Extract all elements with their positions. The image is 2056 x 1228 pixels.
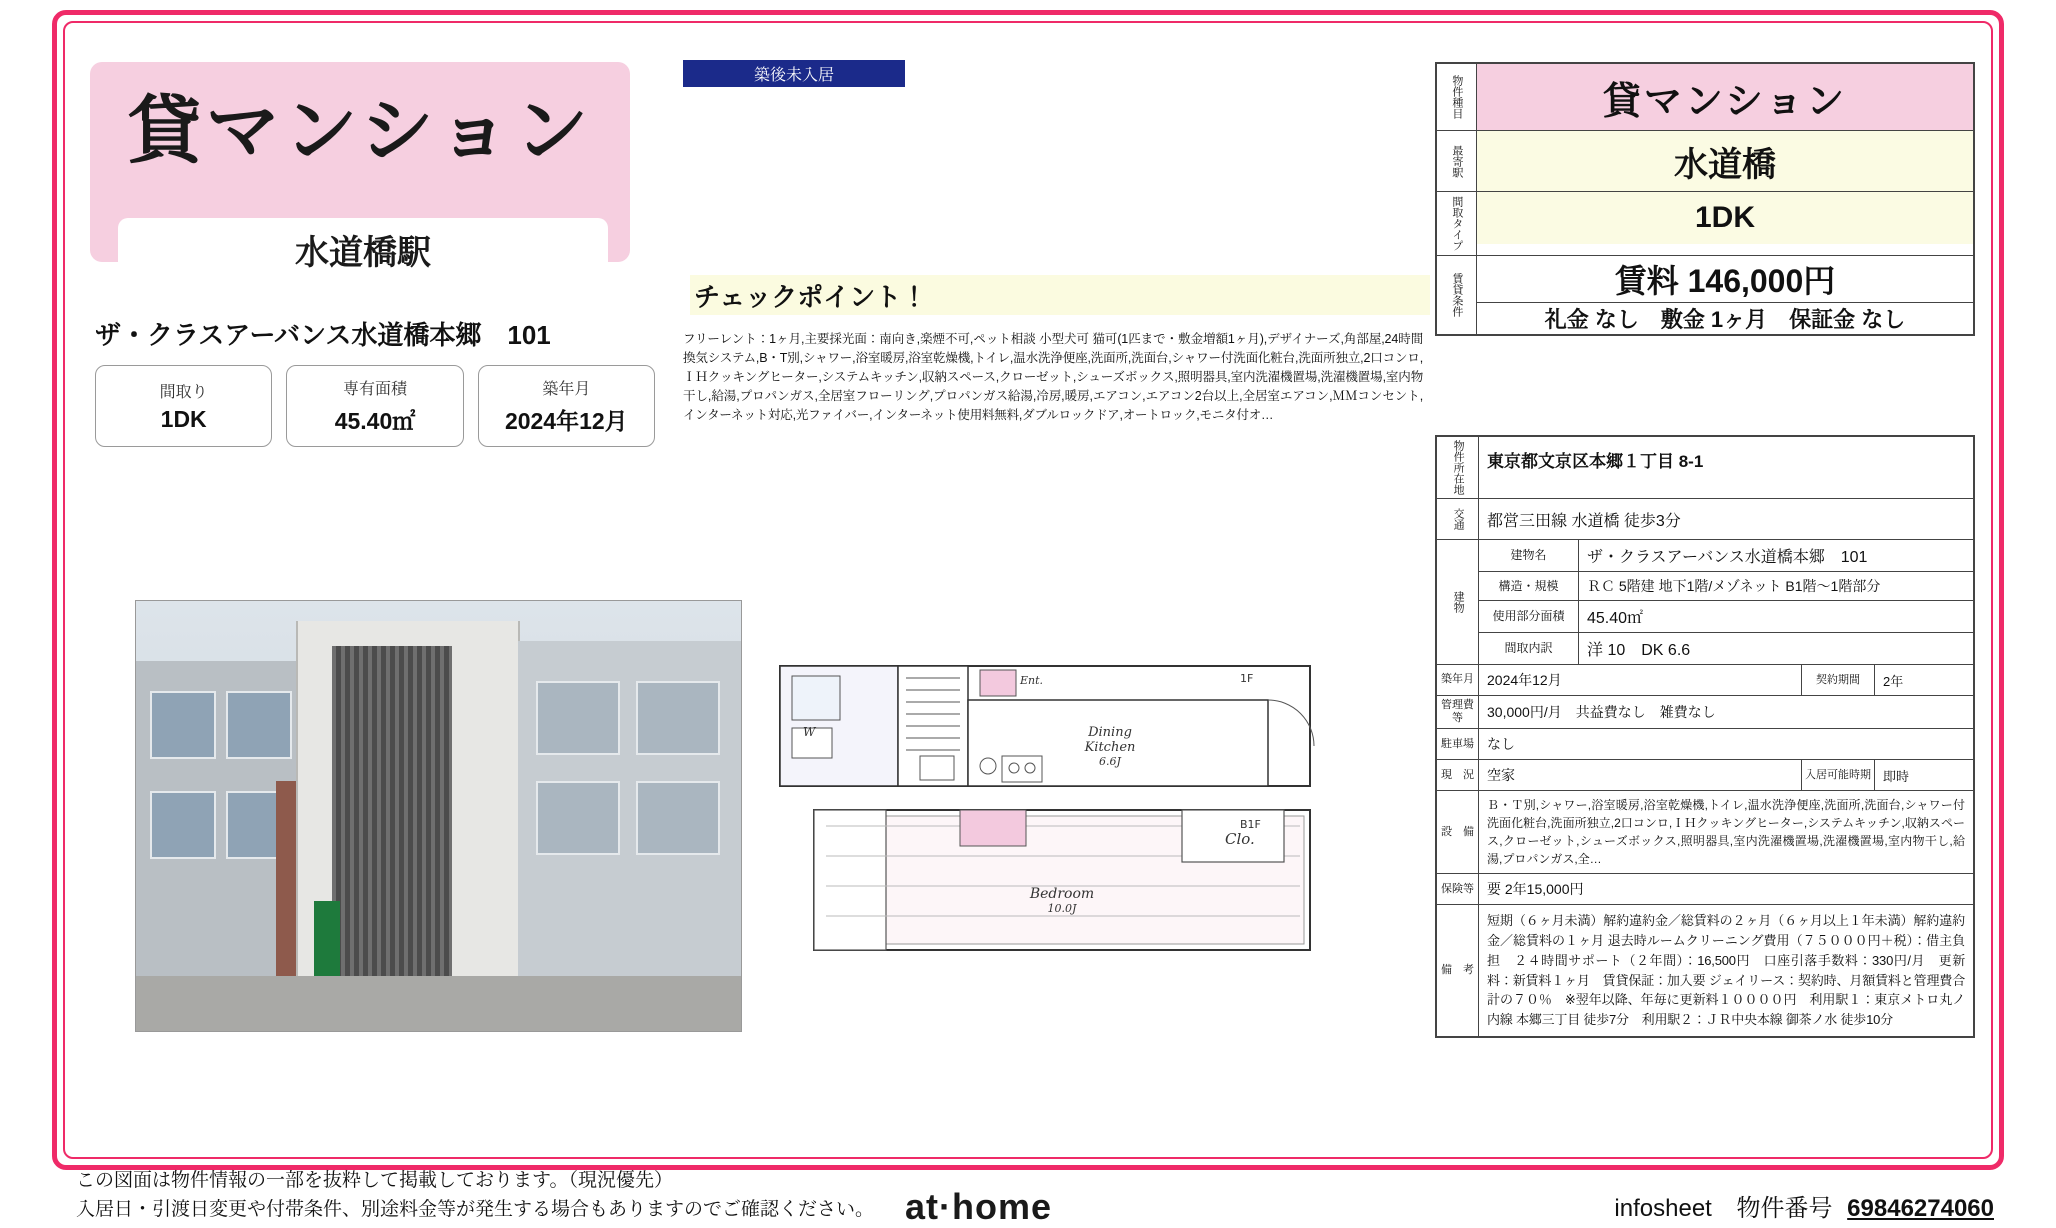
svg-text:W: W xyxy=(803,725,816,739)
building-key-area: 使用部分面積 xyxy=(1479,601,1579,632)
property-number-value: 69846274060 xyxy=(1847,1195,1994,1222)
spec-summary-row xyxy=(95,365,655,447)
detail-row-building xyxy=(1437,540,1973,665)
svg-text:Clo.: Clo. xyxy=(1225,830,1255,848)
detail-table xyxy=(1435,435,1975,1038)
detail-value-equipment: Ｂ・Ｔ別,シャワー,浴室暖房,浴室乾燥機,トイレ,温水洗浄便座,洗面所,洗面台,シャワー付洗面化粧台,洗面所独立,2口コンロ,ＩＨクッキングヒーター,システムキッチン,収納スペース,クローゼット,シューズボックス,照明器具,室内洗濯機置場,洗濯機置場,室内物干し,給湯,プロパンガス,全… xyxy=(1487,798,1965,867)
photo-window xyxy=(226,691,292,759)
spec-year-value: 2024年12月 xyxy=(504,408,628,434)
svg-text:10.0J: 10.0J xyxy=(1047,902,1077,915)
photo-window xyxy=(636,681,720,755)
spec-layout xyxy=(95,365,272,447)
detail-row-traffic xyxy=(1437,499,1973,540)
detail-row-status xyxy=(1437,760,1973,791)
detail-row-year xyxy=(1437,665,1973,696)
building-row-structure xyxy=(1479,572,1973,601)
spec-area-label: 専有面積 xyxy=(342,381,407,398)
building-name-heading: ザ・クラスアーバンス水道橋本郷 101 xyxy=(95,320,551,350)
svg-text:6.6J: 6.6J xyxy=(1099,755,1121,768)
detail-key-status: 現 況 xyxy=(1437,760,1479,790)
summary-row-rent xyxy=(1437,256,1973,334)
detail-key-traffic: 交通 xyxy=(1437,499,1479,539)
building-row-area xyxy=(1479,601,1973,633)
detail-value-movein: 即時 xyxy=(1883,768,1910,784)
spec-year-label: 築年月 xyxy=(542,381,591,398)
detail-value-year: 2024年12月 xyxy=(1487,672,1562,688)
detail-key-movein: 入居可能時期 xyxy=(1801,760,1875,790)
detail-value-management: 30,000円/月 共益費なし 雑費なし xyxy=(1487,704,1716,721)
svg-text:Dining: Dining xyxy=(1088,725,1132,740)
summary-row-station xyxy=(1437,131,1973,192)
footer-note xyxy=(76,1166,976,1225)
badge-new-construction: 築後未入居 xyxy=(683,60,905,87)
floor-plan xyxy=(770,660,1380,970)
detail-value-remarks: 短期（６ヶ月未満）解約違約金／総賃料の２ヶ月（６ヶ月以上１年未満）解約違約金／総賃料の１ヶ月 退去時ルームクリーニング費用（７５０００円＋税）：借主負担 ２４時間サポート（２年間）：16,500円 口座引落手数料：330円/月 更新料：新賃料１ヶ月 賃貸保証：加入要 ジェイリース：契約時、月額賃料と管理費合計の７０％ ※翌年以降、年毎に更新料１００００円 利用駅１：東京メトロ丸ノ内線 本郷三丁目 徒歩7分 利用駅２：ＪＲ中央本線 御茶ノ水 徒歩10分 xyxy=(1487,913,1965,1028)
detail-row-management xyxy=(1437,696,1973,729)
detail-key-equipment: 設 備 xyxy=(1437,791,1479,873)
svg-text:Kitchen: Kitchen xyxy=(1084,740,1136,755)
summary-row-type xyxy=(1437,64,1973,131)
building-row-rooms xyxy=(1479,633,1973,664)
footer-note-line2: 入居日・引渡日変更や付帯条件、別途料金等が発生する場合もありますのでご確認ください。 xyxy=(76,1199,875,1221)
spec-area xyxy=(286,365,463,447)
building-value-area: 45.40㎡ xyxy=(1587,610,1644,627)
detail-value-address: 東京都文京区本郷１丁目 8-1 xyxy=(1487,451,1704,471)
building-key-structure: 構造・規模 xyxy=(1479,572,1579,600)
building-photo xyxy=(135,600,742,1032)
summary-key-type: 物件種目 xyxy=(1437,64,1477,130)
svg-text:Ent.: Ent. xyxy=(1020,674,1044,687)
checkpoint-title: チェックポイント！ xyxy=(690,275,1430,315)
summary-row-layout xyxy=(1437,192,1973,256)
photo-window xyxy=(636,781,720,855)
detail-value-parking: なし xyxy=(1487,736,1515,753)
station-name: 水道橋駅 xyxy=(118,218,608,280)
detail-key-building: 建物 xyxy=(1437,540,1479,664)
detail-row-insurance xyxy=(1437,874,1973,905)
detail-row-remarks xyxy=(1437,905,1973,1036)
detail-value-contract: 2年 xyxy=(1883,673,1904,689)
property-number-label: 物件番号 xyxy=(1736,1195,1833,1222)
summary-value-rent: 賃料 146,000円 xyxy=(1477,256,1973,303)
spec-area-value: 45.40㎡ xyxy=(334,408,416,434)
infosheet-label: infosheet xyxy=(1614,1195,1712,1222)
detail-value-traffic: 都営三田線 水道橋 徒歩3分 xyxy=(1487,512,1681,530)
svg-text:B1F: B1F xyxy=(1240,818,1261,831)
building-key-name: 建物名 xyxy=(1479,540,1579,571)
photo-window xyxy=(150,691,216,759)
photo-window xyxy=(536,681,620,755)
detail-row-parking xyxy=(1437,729,1973,760)
summary-key-conditions: 賃貸条件 xyxy=(1437,256,1477,334)
detail-value-status: 空家 xyxy=(1487,767,1515,784)
building-sub-table xyxy=(1479,540,1973,664)
building-value-name: ザ・クラスアーバンス水道橋本郷 101 xyxy=(1587,549,1868,566)
checkpoint-body: フリーレント：1ヶ月,主要採光面：南向き,楽煙不可,ペット相談 小型犬可 猫可(1匹まで・敷金増額1ヶ月),デザイナーズ,角部屋,24時間換気システム,B・T別,シャワー,浴室暖房,浴室乾燥機,トイレ,温水洗浄便座,洗面所,洗面台,シャワー付洗面化粧台,洗面所独立,2口コンロ,ＩＨクッキングヒーター,システムキッチン,収納スペース,クローゼット,シューズボックス,照明器具,室内洗濯機置場,洗濯機置場,室内物干し,給湯,プロパンガス,全居室フローリング,プロパンガス給湯,冷房,暖房,エアコン,エアコン2台以上,全居室エアコン,ＭＭコンセント,インターネット対応,光ファイバー,インターネット使用料無料,ダブルロックドア,オートロック,モニタ付オ… xyxy=(683,332,1423,422)
summary-key-station: 最寄駅 xyxy=(1437,131,1477,191)
detail-value-insurance: 要 2年15,000円 xyxy=(1487,881,1584,898)
photo-window xyxy=(536,781,620,855)
building-value-structure: ＲＣ 5階建 地下1階/メゾネット B1階～1階部分 xyxy=(1587,578,1881,594)
building-row-name xyxy=(1479,540,1973,572)
summary-value-station: 水道橋 xyxy=(1477,131,1973,191)
photo-road xyxy=(136,976,741,1031)
summary-value-deposit: 礼金 なし 敷金 1ヶ月 保証金 なし xyxy=(1477,303,1973,334)
detail-key-management: 管理費等 xyxy=(1437,696,1479,728)
athome-logo: at·home xyxy=(905,1186,1053,1227)
summary-value-type: 貸マンション xyxy=(1477,64,1973,130)
photo-window xyxy=(150,791,216,859)
summary-table xyxy=(1435,62,1975,336)
spec-layout-value: 1DK xyxy=(160,406,207,432)
detail-key-parking: 駐車場 xyxy=(1437,729,1479,759)
detail-key-contract: 契約期間 xyxy=(1801,665,1875,695)
infosheet-footer xyxy=(1614,1188,1994,1223)
detail-key-remarks: 備 考 xyxy=(1437,905,1479,1036)
building-value-rooms: 洋 10 DK 6.6 xyxy=(1587,642,1691,659)
summary-key-layout: 間取タイプ xyxy=(1437,192,1477,255)
detail-key-year: 築年月 xyxy=(1437,665,1479,695)
detail-row-equipment xyxy=(1437,791,1973,874)
spec-layout-label: 間取り xyxy=(159,384,208,401)
spec-year xyxy=(478,365,655,447)
property-type-title: 貸マンション xyxy=(127,89,593,172)
detail-key-address: 物件所在地 xyxy=(1437,437,1479,498)
summary-value-layout: 1DK xyxy=(1477,192,1973,244)
svg-text:1F: 1F xyxy=(1240,672,1254,685)
photo-louver xyxy=(332,646,452,976)
footer-note-line1: この図面は物件情報の一部を抜粋して掲載しております。（現況優先） xyxy=(76,1170,673,1191)
svg-text:Bedroom: Bedroom xyxy=(1029,886,1095,902)
detail-key-insurance: 保険等 xyxy=(1437,874,1479,904)
detail-row-address xyxy=(1437,437,1973,499)
building-key-rooms: 間取内訳 xyxy=(1479,633,1579,664)
